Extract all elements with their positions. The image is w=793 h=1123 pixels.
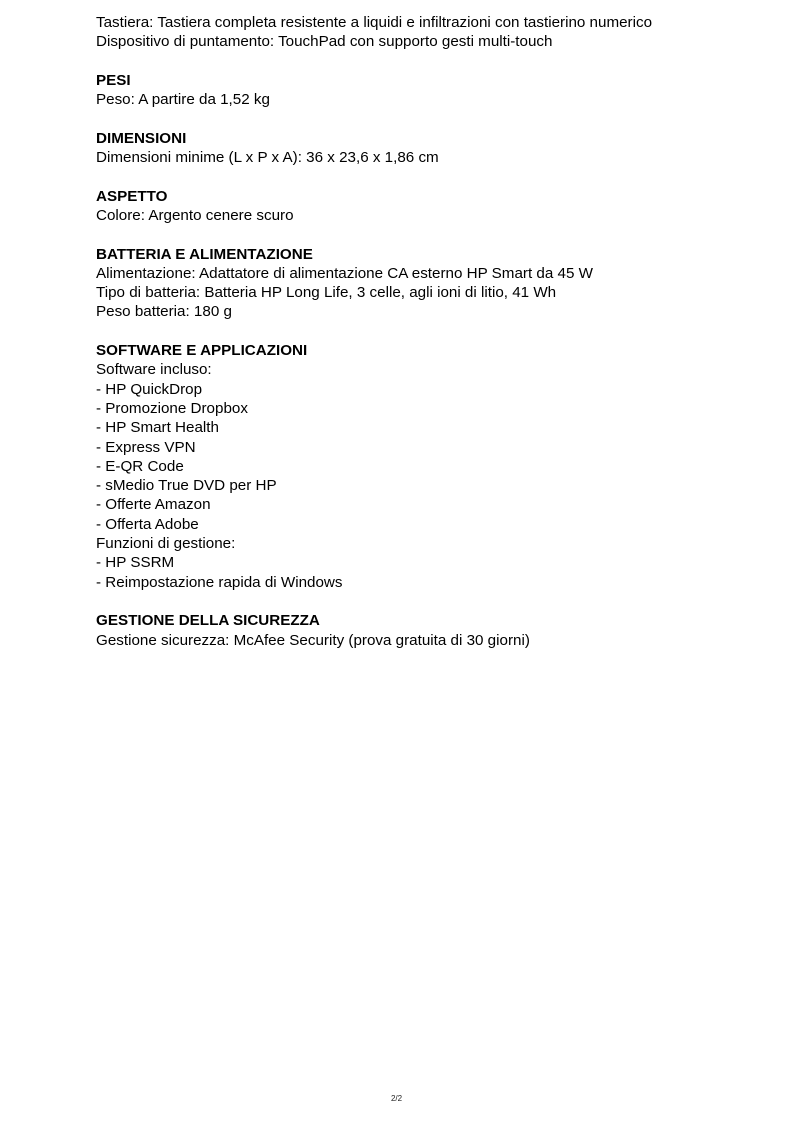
spec-line: Gestione sicurezza: McAfee Security (prova gratuita di 30 giorni) — [96, 631, 530, 649]
section-security — [96, 611, 756, 650]
pointing-device-spec: Dispositivo di puntamento: TouchPad con supporto gesti multi-touch — [96, 33, 553, 51]
section-dimensions — [96, 129, 756, 168]
section-heading: GESTIONE DELLA SICUREZZA — [96, 612, 320, 630]
list-item: - Express VPN — [96, 438, 196, 456]
keyboard-spec: Tastiera: Tastiera completa resistente a liquidi e infiltrazioni con tastierino numerico — [96, 14, 653, 31]
spec-line: Alimentazione: Adattatore di alimentazione CA esterno HP Smart da 45 W — [96, 264, 593, 282]
section-weights — [96, 71, 756, 110]
list-item: - Offerta Adobe — [96, 515, 199, 533]
section-software-apps — [96, 341, 756, 592]
spec-line: Funzioni di gestione: — [96, 535, 236, 553]
list-item: - Offerte Amazon — [96, 496, 211, 514]
section-heading: BATTERIA E ALIMENTAZIONE — [96, 245, 313, 263]
spec-line: Peso: A partire da 1,52 kg — [96, 91, 270, 109]
list-item: - HP SSRM — [96, 554, 175, 572]
spec-line: Peso batteria: 180 g — [96, 303, 232, 321]
spec-line: Tipo di batteria: Batteria HP Long Life, 3 celle, agli ioni di litio, 41 Wh — [96, 284, 557, 302]
section-heading: PESI — [96, 71, 131, 89]
list-item: - Reimpostazione rapida di Windows — [96, 573, 343, 591]
spec-line: Dimensioni minime (L x P x A): 36 x 23,6 x 1,86 cm — [96, 149, 439, 167]
intro-block — [96, 13, 756, 52]
spec-line: Software incluso: — [96, 361, 212, 379]
section-battery-power — [96, 245, 756, 322]
list-item: - Promozione Dropbox — [96, 399, 248, 417]
list-item: - HP Smart Health — [96, 419, 219, 437]
section-heading: DIMENSIONI — [96, 129, 187, 147]
section-heading: SOFTWARE E APPLICAZIONI — [96, 342, 308, 360]
list-item: - sMedio True DVD per HP — [96, 477, 277, 495]
list-item: - E-QR Code — [96, 457, 184, 475]
spec-line: Colore: Argento cenere scuro — [96, 206, 294, 224]
list-item: - HP QuickDrop — [96, 380, 203, 398]
page-number: 2/2 — [390, 1094, 403, 1103]
document-page — [96, 13, 756, 650]
section-heading: ASPETTO — [96, 187, 168, 205]
section-appearance — [96, 187, 756, 226]
